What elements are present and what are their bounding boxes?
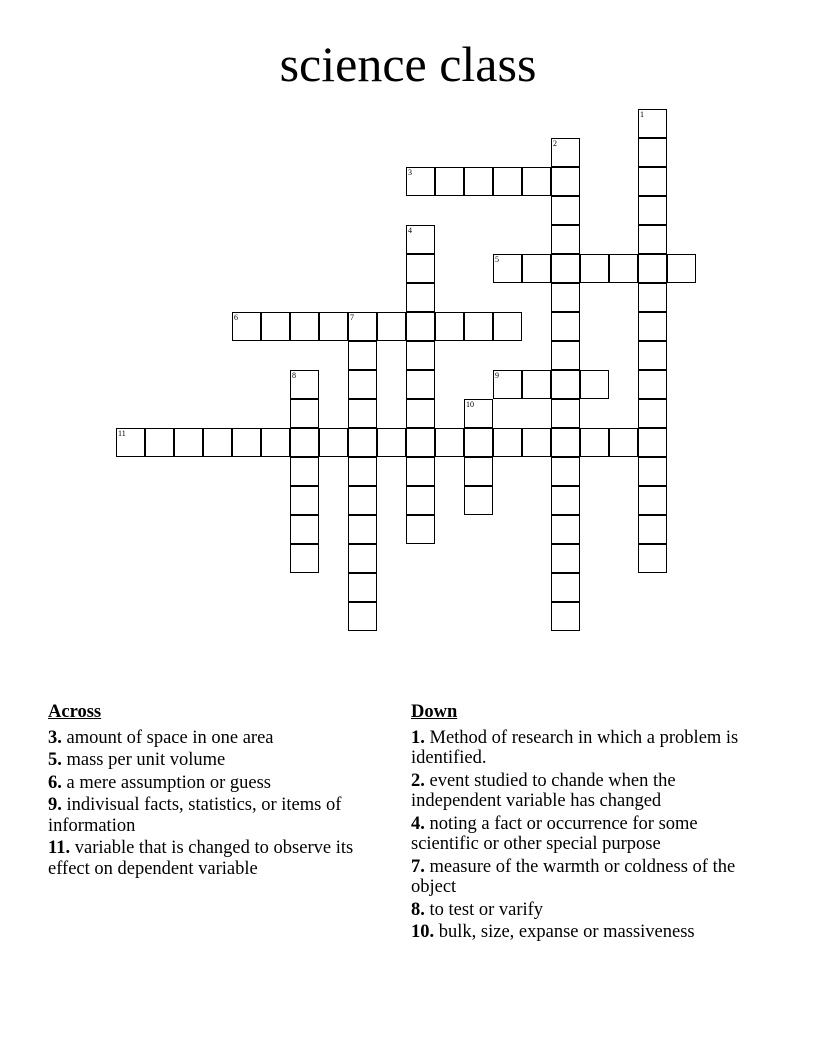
clue-across xyxy=(48,773,388,794)
clue-number: 5. xyxy=(48,750,62,770)
grid-cell[interactable] xyxy=(551,341,580,370)
grid-cell[interactable] xyxy=(638,254,667,283)
grid-cell[interactable] xyxy=(638,370,667,399)
clue-text: Method of research in which a problem is identified. xyxy=(411,727,739,768)
grid-cell[interactable] xyxy=(261,312,290,341)
grid-cell[interactable] xyxy=(406,167,435,196)
across-heading: Across xyxy=(48,702,102,722)
grid-cell[interactable] xyxy=(638,138,667,167)
grid-cell[interactable] xyxy=(406,515,435,544)
grid-cell[interactable] xyxy=(290,312,319,341)
across-clues xyxy=(48,702,388,881)
grid-cell[interactable] xyxy=(551,428,580,457)
down-clues xyxy=(411,702,761,945)
clue-number: 9. xyxy=(48,795,62,815)
grid-cell[interactable] xyxy=(348,544,377,573)
grid-cell[interactable] xyxy=(580,370,609,399)
grid-cell[interactable] xyxy=(551,283,580,312)
grid-cell[interactable] xyxy=(464,457,493,486)
clue-text: bulk, size, expanse or massiveness xyxy=(438,922,695,942)
grid-cell[interactable] xyxy=(638,486,667,515)
clue-text: to test or varify xyxy=(429,899,544,920)
grid-cell[interactable] xyxy=(348,370,377,399)
clue-number: 11. xyxy=(48,838,71,858)
grid-cell[interactable] xyxy=(435,428,464,457)
grid-cell[interactable] xyxy=(551,196,580,225)
grid-cell[interactable] xyxy=(232,428,261,457)
cell-number: 8 xyxy=(292,371,296,380)
grid-cell[interactable] xyxy=(406,225,435,254)
clue-across xyxy=(48,728,388,749)
grid-cell[interactable] xyxy=(464,167,493,196)
page-title: science class xyxy=(279,36,537,92)
clue-number: 10. xyxy=(411,922,435,942)
grid-cell[interactable] xyxy=(551,225,580,254)
clue-number: 1. xyxy=(411,727,425,748)
grid-cell[interactable] xyxy=(464,486,493,515)
grid-cell[interactable] xyxy=(406,370,435,399)
cell-number: 7 xyxy=(350,313,354,322)
grid-cell[interactable] xyxy=(551,167,580,196)
cell-number: 5 xyxy=(495,255,499,264)
clue-text: indivisual facts, statistics, or items of information xyxy=(48,795,342,836)
grid-cell[interactable] xyxy=(348,573,377,602)
grid-cell[interactable] xyxy=(638,544,667,573)
grid-cell[interactable] xyxy=(551,312,580,341)
grid-cell[interactable] xyxy=(377,428,406,457)
grid-cell[interactable] xyxy=(464,312,493,341)
grid-cell[interactable] xyxy=(551,602,580,631)
grid-cell[interactable] xyxy=(116,428,145,457)
clue-number: 7. xyxy=(411,856,425,877)
grid-cell[interactable] xyxy=(232,312,261,341)
grid-cell[interactable] xyxy=(348,399,377,428)
grid-cell[interactable] xyxy=(638,399,667,428)
grid-cell[interactable] xyxy=(638,515,667,544)
grid-cell[interactable] xyxy=(174,428,203,457)
grid-cell[interactable] xyxy=(638,283,667,312)
grid-cell[interactable] xyxy=(493,312,522,341)
clue-down xyxy=(411,922,761,943)
grid-cell[interactable] xyxy=(638,109,667,138)
grid-cell[interactable] xyxy=(348,486,377,515)
cell-number: 1 xyxy=(640,110,644,119)
grid-cell[interactable] xyxy=(580,428,609,457)
clue-down xyxy=(411,814,761,855)
clue-number: 8. xyxy=(411,899,425,920)
grid-cell[interactable] xyxy=(377,312,406,341)
grid-cell[interactable] xyxy=(551,457,580,486)
grid-cell[interactable] xyxy=(609,254,638,283)
grid-cell[interactable] xyxy=(406,486,435,515)
grid-cell[interactable] xyxy=(638,341,667,370)
cell-number: 3 xyxy=(408,168,412,177)
grid-cell[interactable] xyxy=(493,254,522,283)
grid-cell[interactable] xyxy=(348,341,377,370)
grid-cell[interactable] xyxy=(638,428,667,457)
grid-cell[interactable] xyxy=(290,370,319,399)
grid-cell[interactable] xyxy=(580,254,609,283)
grid-cell[interactable] xyxy=(261,428,290,457)
cell-number: 2 xyxy=(553,139,557,148)
grid-cell[interactable] xyxy=(290,457,319,486)
grid-cell[interactable] xyxy=(319,428,348,457)
grid-cell[interactable] xyxy=(348,515,377,544)
grid-cell[interactable] xyxy=(464,428,493,457)
grid-cell[interactable] xyxy=(348,312,377,341)
grid-cell[interactable] xyxy=(551,515,580,544)
clue-number: 2. xyxy=(411,770,425,791)
grid-cell[interactable] xyxy=(406,457,435,486)
grid-cell[interactable] xyxy=(319,312,348,341)
grid-cell[interactable] xyxy=(406,312,435,341)
grid-cell[interactable] xyxy=(551,544,580,573)
grid-cell[interactable] xyxy=(638,312,667,341)
cell-number: 6 xyxy=(234,313,238,322)
grid-cell[interactable] xyxy=(551,399,580,428)
grid-cell[interactable] xyxy=(348,428,377,457)
grid-cell[interactable] xyxy=(290,399,319,428)
grid-cell[interactable] xyxy=(406,428,435,457)
grid-cell[interactable] xyxy=(406,399,435,428)
grid-cell[interactable] xyxy=(551,573,580,602)
grid-cell[interactable] xyxy=(522,167,551,196)
grid-cell[interactable] xyxy=(667,254,696,283)
grid-cell[interactable] xyxy=(551,486,580,515)
clue-down xyxy=(411,728,761,769)
grid-cell[interactable] xyxy=(348,457,377,486)
down-heading: Down xyxy=(411,702,458,722)
grid-cell[interactable] xyxy=(406,283,435,312)
grid-cell[interactable] xyxy=(493,370,522,399)
grid-cell[interactable] xyxy=(638,167,667,196)
grid-cell[interactable] xyxy=(464,399,493,428)
grid-cell[interactable] xyxy=(348,602,377,631)
grid-cell[interactable] xyxy=(406,254,435,283)
clue-down xyxy=(411,771,761,812)
grid-cell[interactable] xyxy=(638,225,667,254)
clue-down xyxy=(411,857,761,898)
grid-cell[interactable] xyxy=(435,312,464,341)
grid-cell[interactable] xyxy=(522,254,551,283)
grid-cell[interactable] xyxy=(638,457,667,486)
grid-cell[interactable] xyxy=(493,428,522,457)
grid-cell[interactable] xyxy=(145,428,174,457)
grid-cell[interactable] xyxy=(290,486,319,515)
clue-text: a mere assumption or guess xyxy=(66,772,271,793)
clue-down xyxy=(411,900,761,921)
cell-number: 10 xyxy=(466,400,474,409)
grid-cell[interactable] xyxy=(551,370,580,399)
clue-text: mass per unit volume xyxy=(66,750,226,770)
clue-number: 6. xyxy=(48,772,62,793)
clue-number: 4. xyxy=(411,813,425,834)
cell-number: 9 xyxy=(495,371,499,380)
clue-text: measure of the warmth or coldness of the object xyxy=(411,856,736,897)
grid-cell[interactable] xyxy=(435,167,464,196)
cell-number: 11 xyxy=(118,429,126,438)
grid-cell[interactable] xyxy=(522,370,551,399)
grid-cell[interactable] xyxy=(638,196,667,225)
clue-across xyxy=(48,838,388,879)
grid-cell[interactable] xyxy=(493,167,522,196)
clue-text: variable that is changed to observe its effect on dependent variable xyxy=(48,838,354,879)
grid-cell[interactable] xyxy=(551,138,580,167)
grid-cell[interactable] xyxy=(290,428,319,457)
cell-number: 4 xyxy=(408,226,412,235)
grid-cell[interactable] xyxy=(203,428,232,457)
grid-cell[interactable] xyxy=(609,428,638,457)
grid-cell[interactable] xyxy=(522,428,551,457)
clue-text: noting a fact or occurrence for some scientific or other special purpose xyxy=(411,813,698,854)
clue-number: 3. xyxy=(48,727,62,748)
grid-cell[interactable] xyxy=(290,544,319,573)
grid-cell[interactable] xyxy=(551,254,580,283)
grid-cell[interactable] xyxy=(406,341,435,370)
clue-text: event studied to chande when the independent variable has changed xyxy=(411,770,676,811)
clue-text: amount of space in one area xyxy=(66,727,274,748)
clue-across xyxy=(48,795,388,836)
clue-across xyxy=(48,750,388,771)
grid-cell[interactable] xyxy=(290,515,319,544)
